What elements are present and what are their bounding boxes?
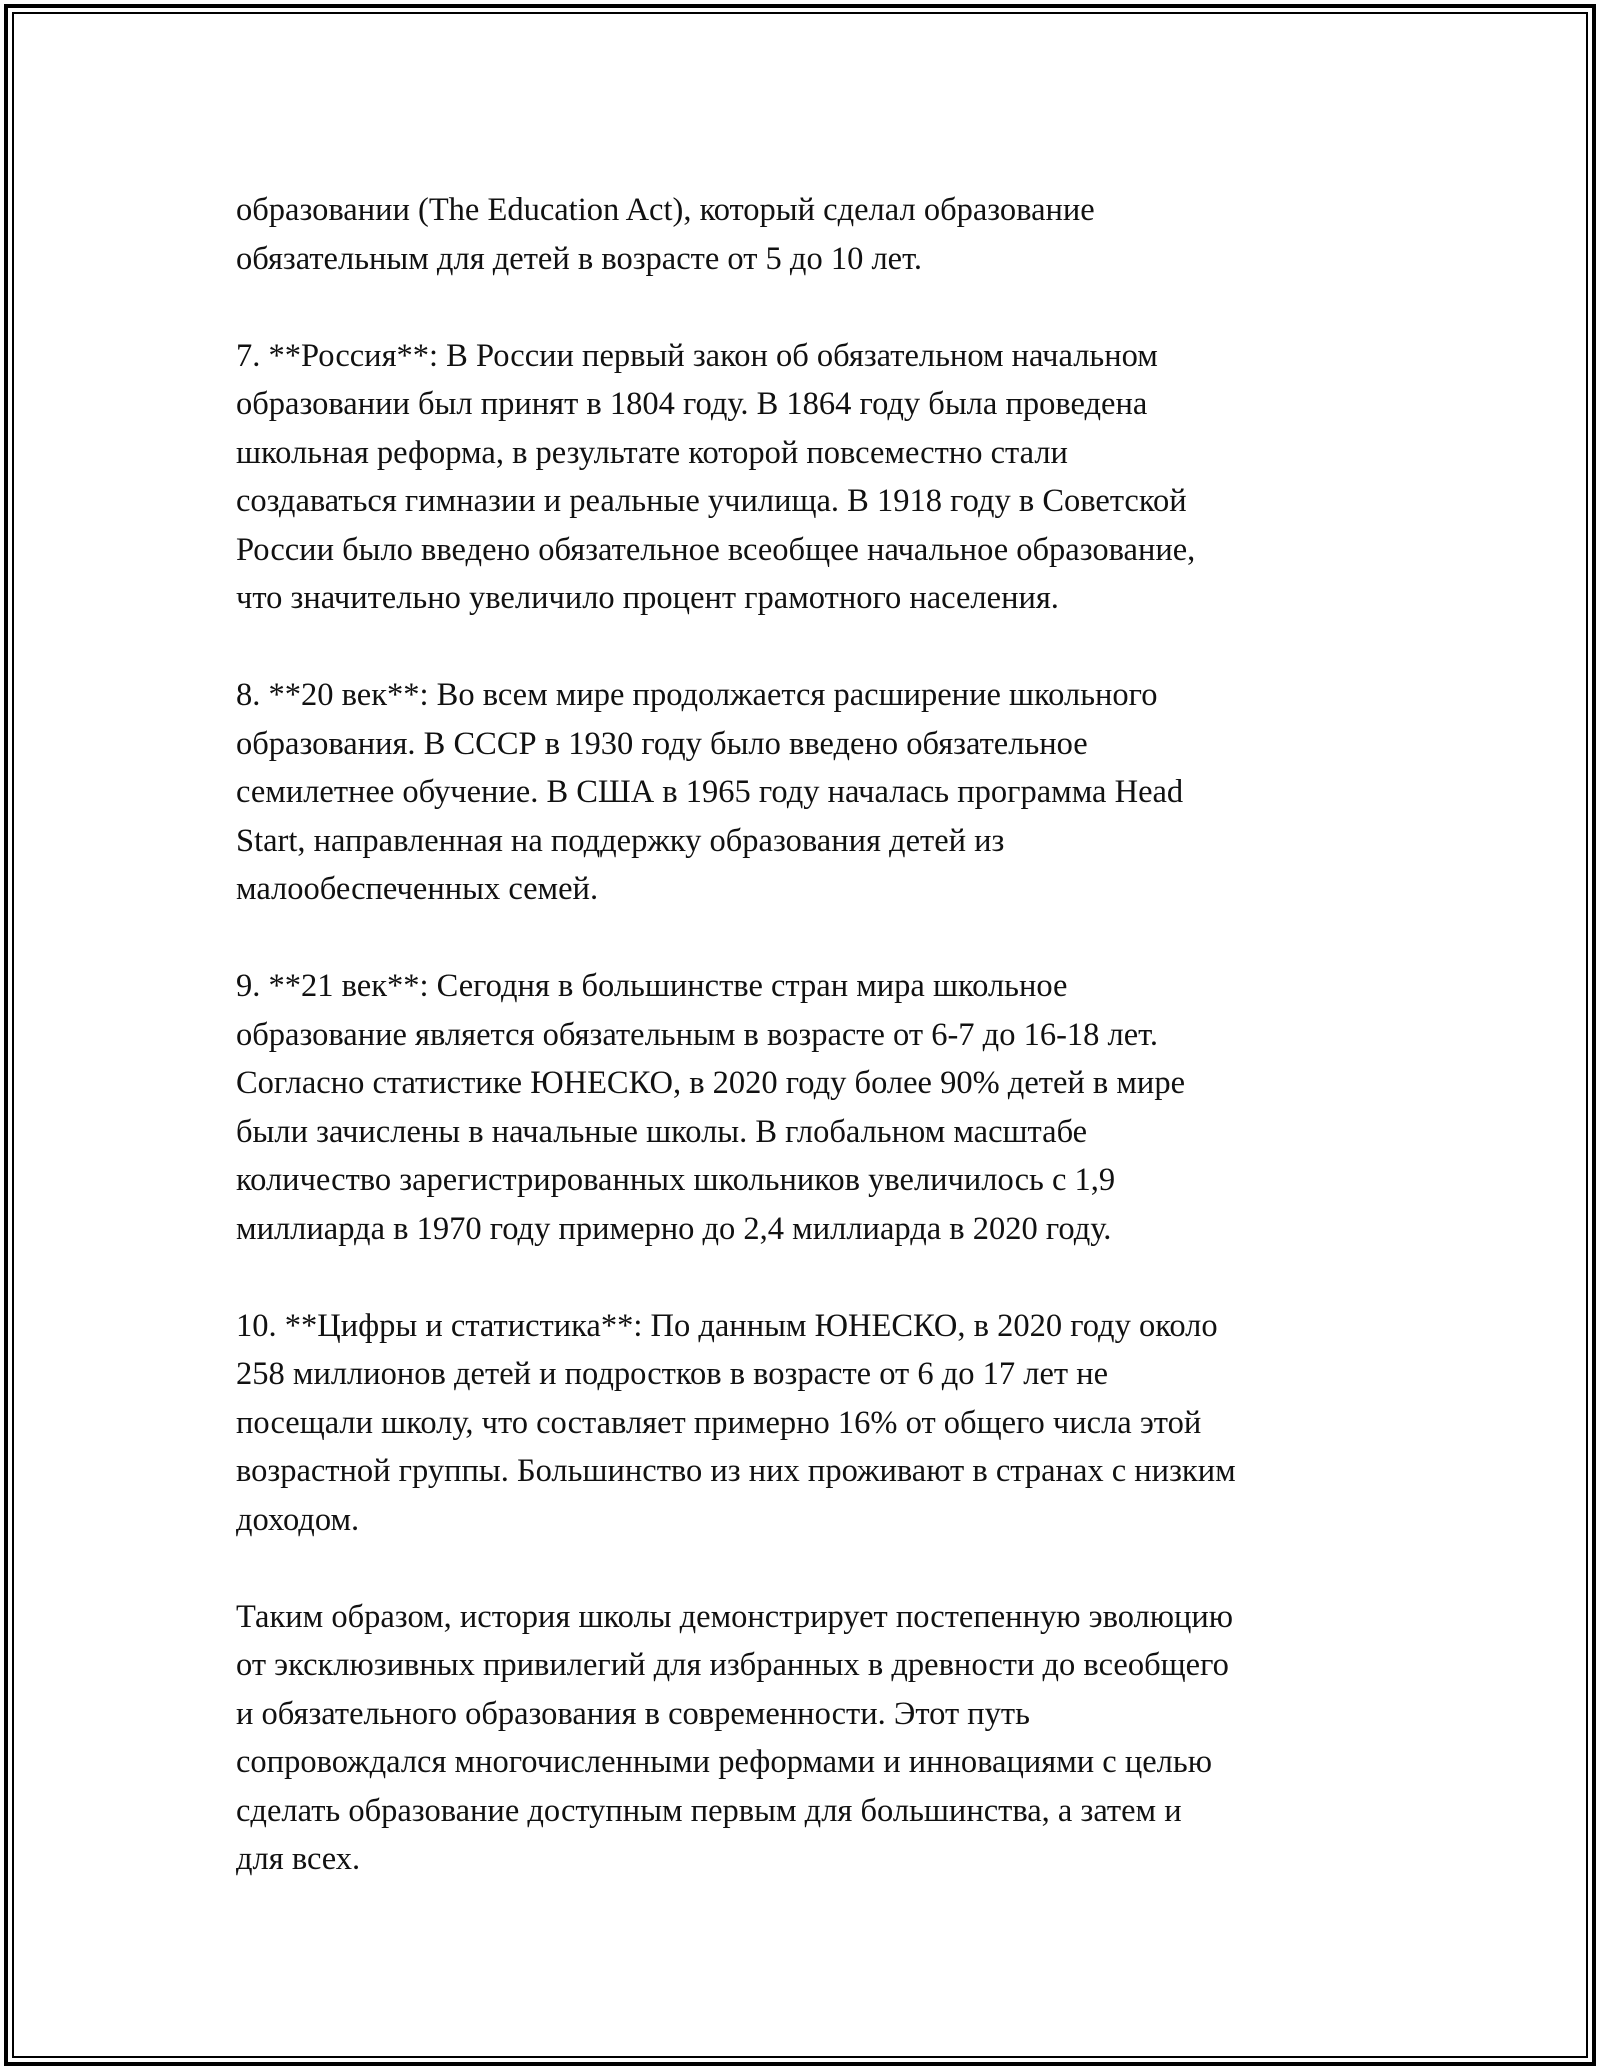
paragraph-conclusion (236, 1593, 1396, 1884)
text-line: возрастной группы. Большинство из них проживают в странах с низким (236, 1453, 1236, 1489)
text-line: обязательным для детей в возрасте от 5 до 10 лет. (236, 240, 922, 277)
text-line: что значительно увеличило процент грамотного населения. (236, 580, 1059, 616)
paragraph-item-9-21st-century (236, 962, 1396, 1253)
text-line: были зачислены в начальные школы. В глобальном масштабе (236, 1113, 1088, 1150)
text-line: создаваться гимназии и реальные училища. В 1918 году в Советской (236, 483, 1187, 519)
text-line: малообеспеченных семей. (236, 871, 599, 907)
text-line: школьная реформа, в результате которой повсеместно стали (236, 434, 1068, 471)
paragraph-item-10-statistics (236, 1302, 1396, 1545)
text-line: образования. В СССР в 1930 году было введено обязательное (236, 725, 1088, 762)
paragraph-item-8-20th-century (236, 671, 1396, 914)
text-line: посещали школу, что составляет примерно 16% от общего числа этой (236, 1404, 1202, 1441)
text-line: и обязательного образования в современности. Этот путь (236, 1695, 1030, 1732)
text-line: доходом. (236, 1501, 360, 1538)
text-line: семилетнее обучение. В США в 1965 году началась программа Head (236, 774, 1184, 810)
text-line: миллиарда в 1970 году примерно до 2,4 миллиарда в 2020 году. (236, 1210, 1112, 1247)
text-line: 8. **20 век**: Во всем мире продолжается расширение школьного (236, 677, 1158, 713)
text-line: образовании (The Education Act), который сделал образование (236, 192, 1095, 228)
text-line: Таким образом, история школы демонстрирует постепенную эволюцию (236, 1598, 1234, 1635)
text-line: образование является обязательным в возрасте от 6-7 до 16-18 лет. (236, 1016, 1159, 1053)
text-line: Согласно статистике ЮНЕСКО, в 2020 году более 90% детей в мире (236, 1065, 1185, 1101)
text-line: России было введено обязательное всеобщее начальное образование, (236, 531, 1196, 568)
text-line: от эксклюзивных привилегий для избранных в древности до всеобщего (236, 1647, 1229, 1683)
text-line: 258 миллионов детей и подростков в возрасте от 6 до 17 лет не (236, 1356, 1109, 1392)
text-line: сопровождался многочисленными реформами и инновациями с целью (236, 1744, 1212, 1780)
text-line: сделать образование доступным первым для большинства, а затем и (236, 1792, 1182, 1829)
text-line: 9. **21 век**: Сегодня в большинстве стран мира школьное (236, 968, 1068, 1004)
text-line: образовании был принят в 1804 году. В 1864 году была проведена (236, 386, 1148, 422)
text-line: количество зарегистрированных школьников увеличилось с 1,9 (236, 1162, 1116, 1198)
paragraph-item-7-russia (236, 332, 1396, 623)
text-line: для всех. (236, 1841, 361, 1877)
document-body (236, 186, 1396, 1932)
text-line: Start, направленная на поддержку образования детей из (236, 822, 1005, 859)
paragraph-intro-continuation (236, 186, 1396, 283)
text-line: 7. **Россия**: В России первый закон об обязательном начальном (236, 337, 1158, 374)
text-line: 10. **Цифры и статистика**: По данным ЮНЕСКО, в 2020 году около (236, 1307, 1218, 1344)
